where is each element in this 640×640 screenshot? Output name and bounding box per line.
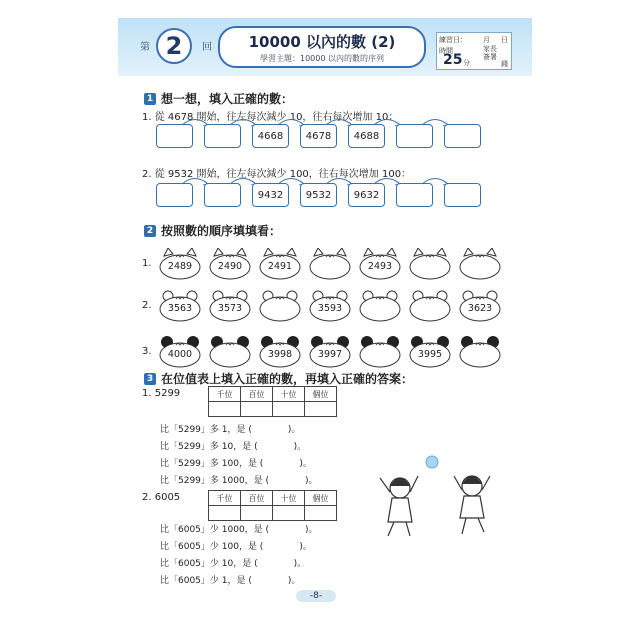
sequence-box[interactable] <box>204 124 241 148</box>
face-value: 3593 <box>317 303 343 314</box>
pv-header-thousands: 千位 <box>209 387 241 402</box>
section3-heading: 在位值表上填入正確的數，再填入正確的答案： <box>161 372 414 386</box>
s1-q1-text: 1. 從 4678 開始，往左每次減少 10，往右每次增加 10： <box>142 112 399 123</box>
animal-face-box <box>458 290 502 322</box>
section2-number: 2 <box>144 225 156 237</box>
s3-q2-label: 2. 6005 <box>142 492 181 503</box>
pv-header-ones: 個位 <box>305 387 337 402</box>
s1-q2-text: 2. 從 9532 開始，往左每次減少 100，往右每次增加 100： <box>142 169 412 180</box>
face-value: 2489 <box>167 261 193 272</box>
animal-face-box <box>158 290 202 322</box>
face-value: 3573 <box>217 303 243 314</box>
pv-cell[interactable] <box>273 402 305 417</box>
face-value <box>258 290 302 322</box>
pv-header-thousands: 千位 <box>209 491 241 506</box>
animal-face-box[interactable] <box>458 248 502 280</box>
s2-row-label: 2. <box>142 300 152 311</box>
sequence-box: 4688 <box>348 124 385 148</box>
animal-face-box[interactable] <box>358 336 402 368</box>
face-value: 2491 <box>267 261 293 272</box>
animal-face-box <box>208 290 252 322</box>
animal-face-box <box>308 290 352 322</box>
lesson-prefix: 第 <box>140 42 150 53</box>
face-value: 3623 <box>467 303 493 314</box>
kids-illustration <box>376 452 506 552</box>
lesson-number-badge: 2 <box>156 28 192 64</box>
s3-q1-answer-4[interactable]: 比「5299」多 1000，是 ( )。 <box>160 476 318 486</box>
face-value <box>308 248 352 280</box>
s3-q2-answer-4[interactable]: 比「6005」少 1，是 ( )。 <box>160 576 301 586</box>
s3-q1-answer-2[interactable]: 比「5299」多 10，是 ( )。 <box>160 442 307 452</box>
face-value: 3563 <box>167 303 193 314</box>
animal-face-box <box>308 336 352 368</box>
sequence-box[interactable] <box>396 124 433 148</box>
face-value <box>408 290 452 322</box>
animal-face-box[interactable] <box>408 248 452 280</box>
pv-cell[interactable] <box>273 506 305 521</box>
face-value: 2493 <box>367 261 393 272</box>
face-value <box>208 336 252 368</box>
s3-q2-answer-1[interactable]: 比「6005」少 1000，是 ( )。 <box>160 525 318 535</box>
animal-face-box <box>158 336 202 368</box>
animal-face-box <box>258 248 302 280</box>
s3-q1-place-value-table <box>208 386 337 417</box>
face-value: 3997 <box>317 349 343 360</box>
pv-cell[interactable] <box>241 506 273 521</box>
s3-q2-answer-2[interactable]: 比「6005」少 100，是 ( )。 <box>160 542 312 552</box>
s3-q1-answer-1[interactable]: 比「5299」多 1，是 ( )。 <box>160 425 301 435</box>
pv-cell[interactable] <box>305 402 337 417</box>
section1-title <box>144 90 293 107</box>
animal-face-box[interactable] <box>408 290 452 322</box>
face-value <box>458 248 502 280</box>
workbook-page <box>118 18 532 608</box>
section1-heading: 想一想，填入正確的數： <box>161 92 294 106</box>
face-value <box>458 336 502 368</box>
pv-cell[interactable] <box>305 506 337 521</box>
animal-face-box <box>158 248 202 280</box>
day-label: 日 <box>501 36 508 44</box>
page-header <box>118 18 532 76</box>
animal-face-box[interactable] <box>208 336 252 368</box>
section1-number: 1 <box>144 93 156 105</box>
month-label: 月 <box>483 36 490 44</box>
title-banner <box>218 26 426 68</box>
face-value: 2490 <box>217 261 243 272</box>
time-unit: 分 <box>463 59 470 67</box>
animal-face-box <box>208 248 252 280</box>
face-value <box>408 248 452 280</box>
pv-header-tens: 十位 <box>273 491 305 506</box>
section3-title <box>144 370 413 387</box>
sequence-box[interactable] <box>156 183 193 207</box>
face-value <box>358 290 402 322</box>
s3-q2-answer-3[interactable]: 比「6005」少 10，是 ( )。 <box>160 559 307 569</box>
section2-heading: 按照數的順序填填看： <box>161 224 282 238</box>
time-label: 時間 <box>439 47 453 55</box>
sequence-box[interactable] <box>156 124 193 148</box>
pv-header-ones: 個位 <box>305 491 337 506</box>
sequence-box: 9532 <box>300 183 337 207</box>
sequence-box[interactable] <box>444 183 481 207</box>
pv-header-hundreds: 百位 <box>241 387 273 402</box>
sequence-box: 9632 <box>348 183 385 207</box>
sequence-box: 9432 <box>252 183 289 207</box>
animal-face-box <box>408 336 452 368</box>
pv-header-hundreds: 百位 <box>241 491 273 506</box>
sign-label: 簽署 <box>483 53 497 61</box>
face-value: 3995 <box>417 349 443 360</box>
animal-face-box[interactable] <box>358 290 402 322</box>
section3-number: 3 <box>144 373 156 385</box>
page-subtitle: 學習主題：10000 以內的數的序列 <box>260 54 384 63</box>
practice-info-box <box>436 32 512 70</box>
time-value: 25 <box>443 52 463 68</box>
animal-face-box <box>258 336 302 368</box>
animal-face-box[interactable] <box>458 336 502 368</box>
face-value: 3998 <box>267 349 293 360</box>
sequence-box: 4668 <box>252 124 289 148</box>
sequence-box[interactable] <box>204 183 241 207</box>
s3-q1-answer-3[interactable]: 比「5299」多 100，是 ( )。 <box>160 459 312 469</box>
mark-unit: 錢 <box>501 60 508 68</box>
page-title: 10000 以內的數 (2) <box>248 33 396 51</box>
face-value: 4000 <box>167 349 193 360</box>
animal-face-box[interactable] <box>308 248 352 280</box>
animal-face-box <box>358 248 402 280</box>
pv-cell[interactable] <box>209 506 241 521</box>
face-value <box>358 336 402 368</box>
lesson-suffix: 回 <box>202 42 212 53</box>
sequence-box: 4678 <box>300 124 337 148</box>
s3-q2-place-value-table <box>208 490 337 521</box>
s2-row-label: 1. <box>142 258 152 269</box>
page-number: -8- <box>296 590 336 602</box>
section2-title <box>144 222 281 239</box>
s3-q1-label: 1. 5299 <box>142 388 181 399</box>
pv-header-tens: 十位 <box>273 387 305 402</box>
pv-cell[interactable] <box>209 402 241 417</box>
date-label: 練習日： <box>439 36 467 44</box>
parent-label: 家長 <box>483 45 497 53</box>
sequence-box[interactable] <box>396 183 433 207</box>
s2-row-label: 3. <box>142 346 152 357</box>
sequence-box[interactable] <box>444 124 481 148</box>
animal-face-box[interactable] <box>258 290 302 322</box>
pv-cell[interactable] <box>241 402 273 417</box>
